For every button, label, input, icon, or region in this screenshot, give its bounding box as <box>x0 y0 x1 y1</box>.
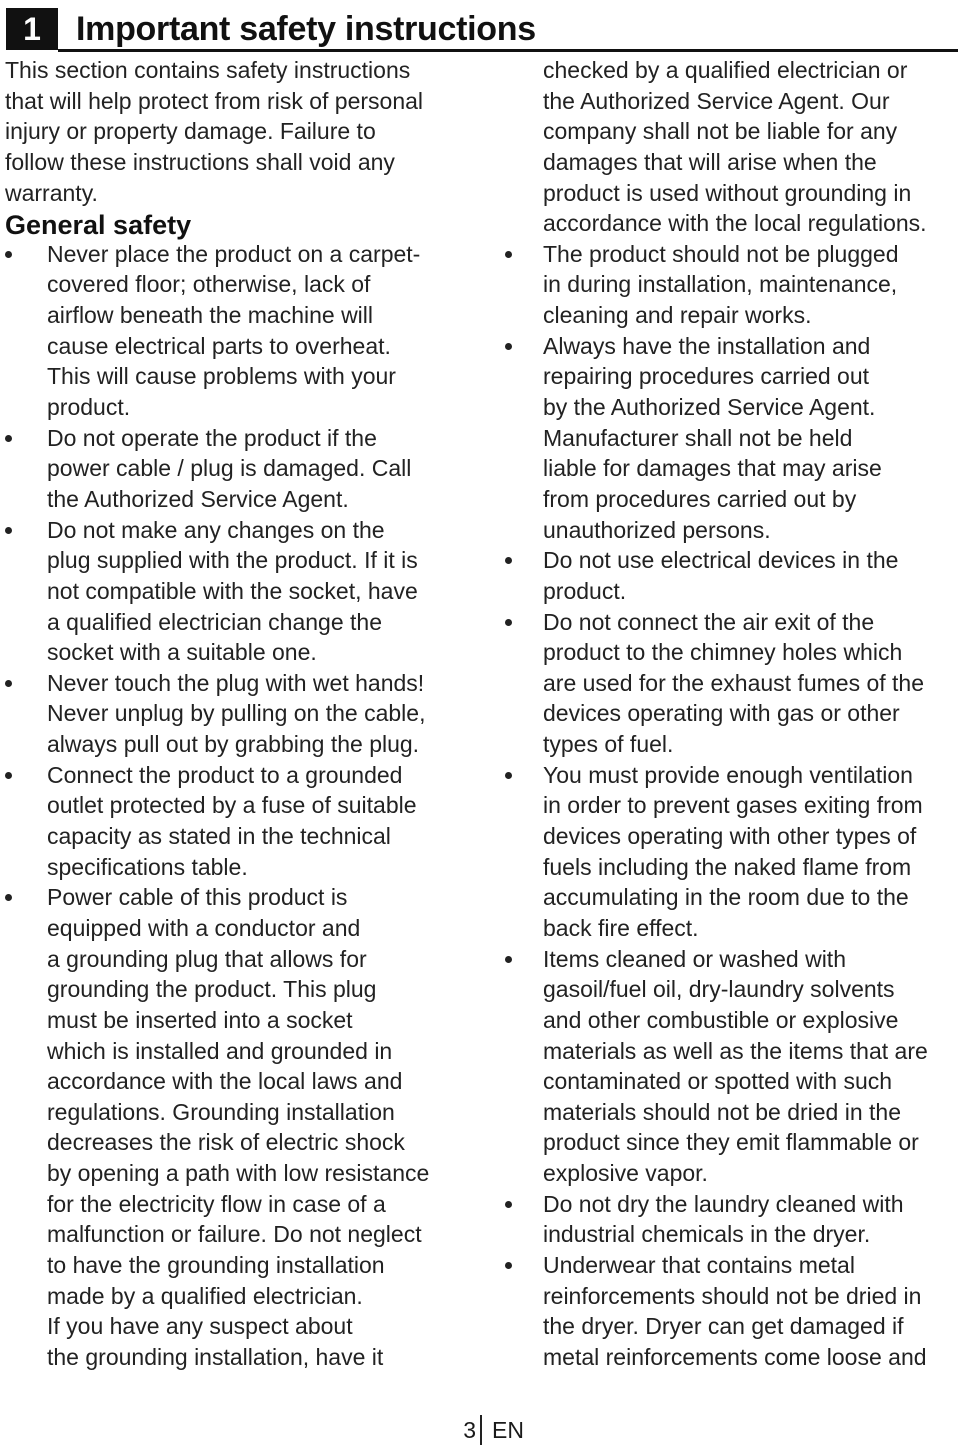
intro-paragraph <box>5 55 475 208</box>
text-line: contaminated or spotted with such <box>543 1068 893 1095</box>
continued-paragraph <box>543 55 958 239</box>
subheading-general-safety: General safety <box>5 210 192 241</box>
text-line: Never place the product on a carpet- <box>47 240 421 267</box>
text-line: product. <box>47 394 131 421</box>
text-line: equipped with a conductor and <box>47 914 361 941</box>
list-item <box>543 1189 958 1250</box>
text-line: devices operating with gas or other <box>543 700 900 727</box>
text-line: malfunction or failure. Do not neglect <box>47 1221 422 1248</box>
text-line: covered floor; otherwise, lack of <box>47 271 371 298</box>
list-item <box>543 545 958 606</box>
header-rule <box>58 49 958 52</box>
text-line: and other combustible or explosive <box>543 1006 899 1033</box>
bullet-icon <box>505 772 512 779</box>
text-line: the Authorized Service Agent. <box>47 485 349 512</box>
text-line: liable for damages that may arise <box>543 455 882 482</box>
list-item <box>543 239 958 331</box>
text-line: grounding the product. This plug <box>47 976 377 1003</box>
text-line: a qualified electrician change the <box>47 608 383 635</box>
bullet-icon <box>505 1201 512 1208</box>
right-bullet-list <box>543 239 958 1373</box>
list-item <box>543 1250 958 1373</box>
text-line: the Authorized Service Agent. Our <box>543 87 890 114</box>
text-line: unauthorized persons. <box>543 516 771 543</box>
text-line: Always have the installation and <box>543 332 871 359</box>
text-line: Never touch the plug with wet hands! <box>47 669 425 696</box>
text-line: fuels including the naked flame from <box>543 853 912 880</box>
text-line: If you have any suspect about <box>47 1313 353 1340</box>
bullet-icon <box>5 251 12 258</box>
bullet-icon <box>505 619 512 626</box>
text-line: Items cleaned or washed with <box>543 945 846 972</box>
text-line: product. <box>543 577 627 604</box>
language-code: EN <box>492 1417 524 1443</box>
text-line: Never unplug by pulling on the cable, <box>47 700 426 727</box>
list-item <box>543 760 958 944</box>
text-line: capacity as stated in the technical <box>47 823 391 850</box>
text-line: reinforcements should not be dried in <box>543 1282 922 1309</box>
text-line: materials as well as the items that are <box>543 1037 928 1064</box>
list-item <box>5 239 475 423</box>
text-line: power cable / plug is damaged. Call <box>47 455 412 482</box>
text-line: follow these instructions shall void any <box>5 148 395 175</box>
bullet-icon <box>505 1262 512 1269</box>
text-line: outlet protected by a fuse of suitable <box>47 792 417 819</box>
text-line: a grounding plug that allows for <box>47 945 367 972</box>
left-bullet-list <box>5 239 475 1373</box>
text-line: always pull out by grabbing the plug. <box>47 731 420 758</box>
text-line: This section contains safety instructions <box>5 57 411 83</box>
text-line: by the Authorized Service Agent. <box>543 394 876 421</box>
text-line: which is installed and grounded in <box>47 1037 393 1064</box>
bullet-icon <box>505 251 512 258</box>
text-line: socket with a suitable one. <box>47 639 317 666</box>
text-line: by opening a path with low resistance <box>47 1160 430 1187</box>
text-line: Do not use electrical devices in the <box>543 547 899 574</box>
list-item <box>543 944 958 1189</box>
section-title: Important safety instructions <box>76 10 536 48</box>
text-line: damages that will arise when the <box>543 148 877 175</box>
footer-separator <box>480 1415 482 1445</box>
text-line: Connect the product to a grounded <box>47 761 403 788</box>
text-line: decreases the risk of electric shock <box>47 1129 405 1156</box>
text-line: company shall not be liable for any <box>543 118 898 145</box>
list-item <box>5 668 475 760</box>
text-line: back fire effect. <box>543 914 699 941</box>
text-line: that will help protect from risk of personal <box>5 87 424 114</box>
text-line: Do not make any changes on the <box>47 516 385 543</box>
text-line: devices operating with other types of <box>543 823 917 850</box>
text-line: in during installation, maintenance, <box>543 271 898 298</box>
text-line: industrial chemicals in the dryer. <box>543 1221 871 1248</box>
left-column <box>5 55 475 1373</box>
text-line: made by a qualified electrician. <box>47 1282 363 1309</box>
section-header <box>6 8 958 52</box>
text-line: product since they emit flammable or <box>543 1129 919 1156</box>
list-item <box>5 760 475 883</box>
list-item <box>543 607 958 760</box>
text-line: The product should not be plugged <box>543 240 899 267</box>
bullet-icon <box>505 343 512 350</box>
text-line: cause electrical parts to overheat. <box>47 332 391 359</box>
text-line: regulations. Grounding installation <box>47 1098 395 1125</box>
bullet-icon <box>5 680 12 687</box>
text-line: plug supplied with the product. If it is <box>47 547 418 574</box>
list-item <box>543 331 958 545</box>
bullet-icon <box>505 557 512 564</box>
text-line: accumulating in the room due to the <box>543 884 909 911</box>
text-line: injury or property damage. Failure to <box>5 118 376 145</box>
text-line: specifications table. <box>47 853 248 880</box>
page-footer <box>0 1413 960 1447</box>
list-item <box>5 423 475 515</box>
text-line: accordance with the local laws and <box>47 1068 403 1095</box>
text-line: checked by a qualified electrician or <box>543 57 908 83</box>
list-item <box>5 882 475 1372</box>
text-line: cleaning and repair works. <box>543 302 812 329</box>
text-line: Do not dry the laundry cleaned with <box>543 1190 904 1217</box>
text-line: types of fuel. <box>543 731 674 758</box>
text-line: from procedures carried out by <box>543 485 857 512</box>
text-line: gasoil/fuel oil, dry-laundry solvents <box>543 976 895 1003</box>
text-line: Underwear that contains metal <box>543 1251 855 1278</box>
section-number-badge: 1 <box>6 8 58 50</box>
text-line: This will cause problems with your <box>47 363 396 390</box>
text-line: Manufacturer shall not be held <box>543 424 853 451</box>
text-line: materials should not be dried in the <box>543 1098 901 1125</box>
bullet-icon <box>505 956 512 963</box>
bullet-icon <box>5 772 12 779</box>
text-line: Power cable of this product is <box>47 884 348 911</box>
text-line: You must provide enough ventilation <box>543 761 913 788</box>
text-line: product is used without grounding in <box>543 179 912 206</box>
text-line: airflow beneath the machine will <box>47 302 374 329</box>
text-line: must be inserted into a socket <box>47 1006 353 1033</box>
list-item <box>5 515 475 668</box>
page-number: 3 <box>463 1417 476 1443</box>
text-line: the dryer. Dryer can get damaged if <box>543 1313 904 1340</box>
text-line: to have the grounding installation <box>47 1251 385 1278</box>
text-line: accordance with the local regulations. <box>543 210 927 237</box>
text-line: repairing procedures carried out <box>543 363 870 390</box>
bullet-icon <box>5 435 12 442</box>
text-line: in order to prevent gases exiting from <box>543 792 923 819</box>
bullet-icon <box>5 894 12 901</box>
text-line: are used for the exhaust fumes of the <box>543 669 925 696</box>
text-line: Do not operate the product if the <box>47 424 377 451</box>
text-line: product to the chimney holes which <box>543 639 903 666</box>
text-line: for the electricity flow in case of a <box>47 1190 386 1217</box>
text-line: not compatible with the socket, have <box>47 577 418 604</box>
bullet-icon <box>5 527 12 534</box>
text-line: warranty. <box>5 179 98 206</box>
text-line: the grounding installation, have it <box>47 1343 384 1370</box>
right-column <box>543 55 958 1373</box>
text-line: metal reinforcements come loose and <box>543 1343 927 1370</box>
text-line: Do not connect the air exit of the <box>543 608 875 635</box>
text-line: explosive vapor. <box>543 1160 708 1187</box>
